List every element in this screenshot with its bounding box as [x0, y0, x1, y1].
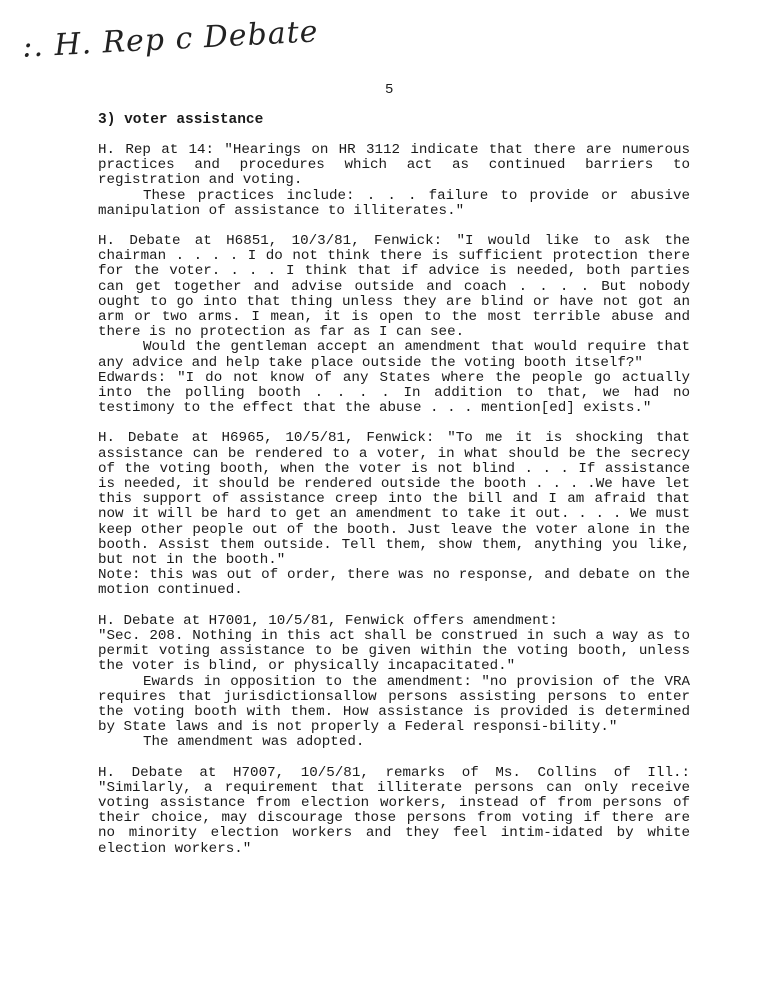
section-heading: 3) voter assistance [98, 112, 264, 128]
paragraph-indented: Would the gentleman accept an amendment that would require that any advice and help take place outside the voting booth itself?" [98, 339, 690, 371]
citation-block-h6965 [98, 431, 690, 598]
citation-block-h7007 [98, 766, 690, 857]
paragraph: H. Rep at 14: "Hearings on HR 3112 indicate that there are numerous practices and procedures which act as continued barriers to registration and voting. [98, 142, 690, 189]
paragraph-indented: The amendment was adopted. [143, 734, 365, 751]
citation-block-h7001 [98, 614, 690, 751]
amendment-text: "Sec. 208. Nothing in this act shall be construed in such a way as to permit voting assistance to be given within the voting booth, unless the voter is blind, or physically incapacitated." [98, 627, 690, 675]
page-number: 5 [385, 82, 394, 98]
paragraph: H. Debate at H7007, 10/5/81, remarks of Ms. Collins of Ill.: "Similarly, a requirement that illiterate persons can only receive voting assistance from election workers, instead of from persons of their choice, may discourage those persons from voting if there are no minority election workers and they feel intim-idated by white election workers." [98, 764, 690, 857]
citation-block-h-rep [98, 143, 690, 219]
citation-block-h6851 [98, 234, 690, 416]
document-body [98, 143, 690, 872]
paragraph: H. Debate at H7001, 10/5/81, Fenwick offers amendment: [98, 612, 558, 629]
paragraph: H. Debate at H6851, 10/3/81, Fenwick: "I would like to ask the chairman . . . . I do not think there is sufficient protection there for the voter. . . . I think that if advice is needed, both parties can get together and advise outside and coach . . . . But nobody ought to go into that thing unless they are blind or have not got an arm or two arms. I mean, it is open to the most terrible abuse and there is no protection as far as I can see. [98, 233, 690, 341]
paragraph-indented: These practices include: . . . failure to provide or abusive manipulation of assistance to illiterates." [98, 187, 690, 219]
note-paragraph: Note: this was out of order, there was no response, and debate on the motion continued. [98, 567, 690, 599]
paragraph: H. Debate at H6965, 10/5/81, Fenwick: "To me it is shocking that assistance can be rendered to a voter, in what should be the secrecy of the voting booth, when the voter is not blind . . . If assistance is needed, it should be rendered outside the booth . . . .We have let this support of assistance creep into the bill and I am afraid that now it will be hard to get an amendment to take it out. . . . We must keep other people out of the booth. Just leave the voter alone in the booth. Assist them outside. Tell them, show them, anything you like, but not in the booth." [98, 430, 690, 569]
handwritten-annotation: :. H. Rep c Debate [21, 14, 320, 65]
paragraph: Edwards: "I do not know of any States where the people go actually into the polling booth . . . . In addition to that, we had no testimony to the effect that the abuse . . . mention[ed] exists." [98, 369, 690, 417]
paragraph-indented: Ewards in opposition to the amendment: "no provision of the VRA requires that jurisdictionsallow persons assisting persons to enter the voting booth with them. How assistance is provided is determined by State laws and is not properly a Federal responsi-bility." [98, 673, 690, 736]
